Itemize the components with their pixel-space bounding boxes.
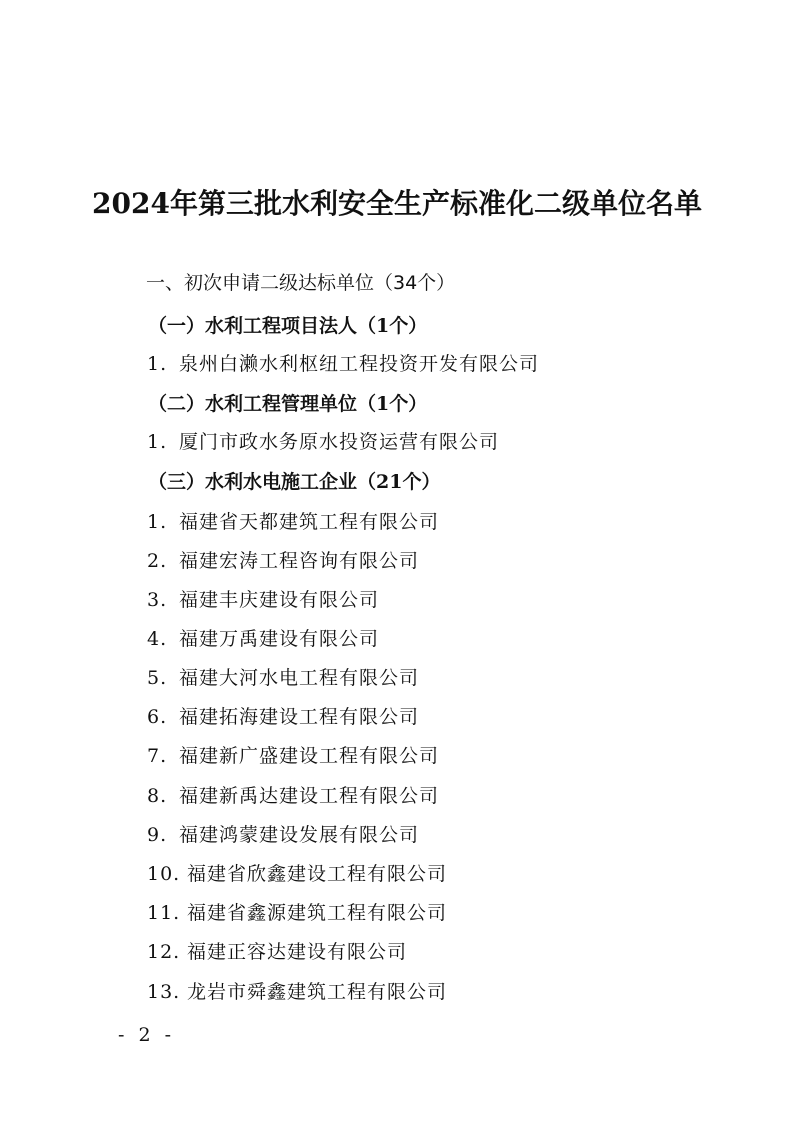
list-item-number: 6. — [147, 706, 168, 728]
list-item — [147, 585, 379, 612]
list-item — [147, 937, 407, 964]
list-item-number: 3. — [147, 589, 168, 611]
list-item-number: 13. — [147, 981, 181, 1003]
list-item-name: 厦门市政水务原水投资运营有限公司 — [179, 431, 500, 453]
group-heading-project-legal-person: （一）水利工程项目法人（1个） — [148, 315, 428, 337]
list-item — [147, 663, 419, 690]
list-item — [147, 977, 447, 1004]
list-item-number: 1. — [147, 511, 168, 533]
list-item — [147, 702, 419, 729]
list-item-number: 5. — [147, 667, 168, 689]
list-item — [147, 859, 447, 886]
list-item-name: 福建新禹达建设工程有限公司 — [179, 785, 440, 807]
list-item-name: 福建大河水电工程有限公司 — [179, 667, 420, 689]
list-item-number: 10. — [147, 863, 181, 885]
list-item-number: 9. — [147, 824, 168, 846]
list-item-name: 福建拓海建设工程有限公司 — [179, 706, 420, 728]
list-item-number: 8. — [147, 785, 168, 807]
list-item-name: 福建宏涛工程咨询有限公司 — [179, 550, 420, 572]
list-item — [147, 624, 379, 651]
group-heading-engineering-management: （二）水利工程管理单位（1个） — [148, 393, 428, 415]
list-item-name: 福建省鑫源建筑工程有限公司 — [187, 902, 448, 924]
document-title: 2024年第三批水利安全生产标准化二级单位名单 — [92, 187, 702, 220]
list-item-name: 福建新广盛建设工程有限公司 — [179, 745, 440, 767]
list-item-number: 1. — [147, 353, 168, 375]
group-heading-construction-enterprises: （三）水利水电施工企业（21个） — [148, 471, 441, 493]
list-item-number: 7. — [147, 745, 168, 767]
list-item — [147, 507, 439, 534]
list-item — [147, 820, 419, 847]
list-item-name: 福建丰庆建设有限公司 — [179, 589, 380, 611]
list-item-name: 福建正容达建设有限公司 — [187, 941, 408, 963]
list-item-number: 2. — [147, 550, 168, 572]
list-item-number: 1. — [147, 431, 168, 453]
list-item — [147, 741, 439, 768]
list-item-number: 12. — [147, 941, 181, 963]
list-item-number: 11. — [147, 902, 181, 924]
list-item-name: 福建省天都建筑工程有限公司 — [179, 511, 440, 533]
page-number: - 2 - — [118, 1024, 176, 1046]
section-heading-initial-applicants: 一、初次申请二级达标单位（34个） — [146, 272, 456, 294]
list-item — [147, 427, 499, 454]
list-item — [147, 546, 419, 573]
list-item-name: 福建省欣鑫建设工程有限公司 — [187, 863, 448, 885]
list-item-name: 福建万禹建设有限公司 — [179, 628, 380, 650]
list-item-number: 4. — [147, 628, 168, 650]
list-item — [147, 898, 447, 925]
list-item — [147, 781, 439, 808]
list-item — [147, 349, 539, 376]
list-item-name: 龙岩市舜鑫建筑工程有限公司 — [187, 981, 448, 1003]
list-item-name: 福建鸿蒙建设发展有限公司 — [179, 824, 420, 846]
list-item-name: 泉州白濑水利枢纽工程投资开发有限公司 — [179, 353, 540, 375]
